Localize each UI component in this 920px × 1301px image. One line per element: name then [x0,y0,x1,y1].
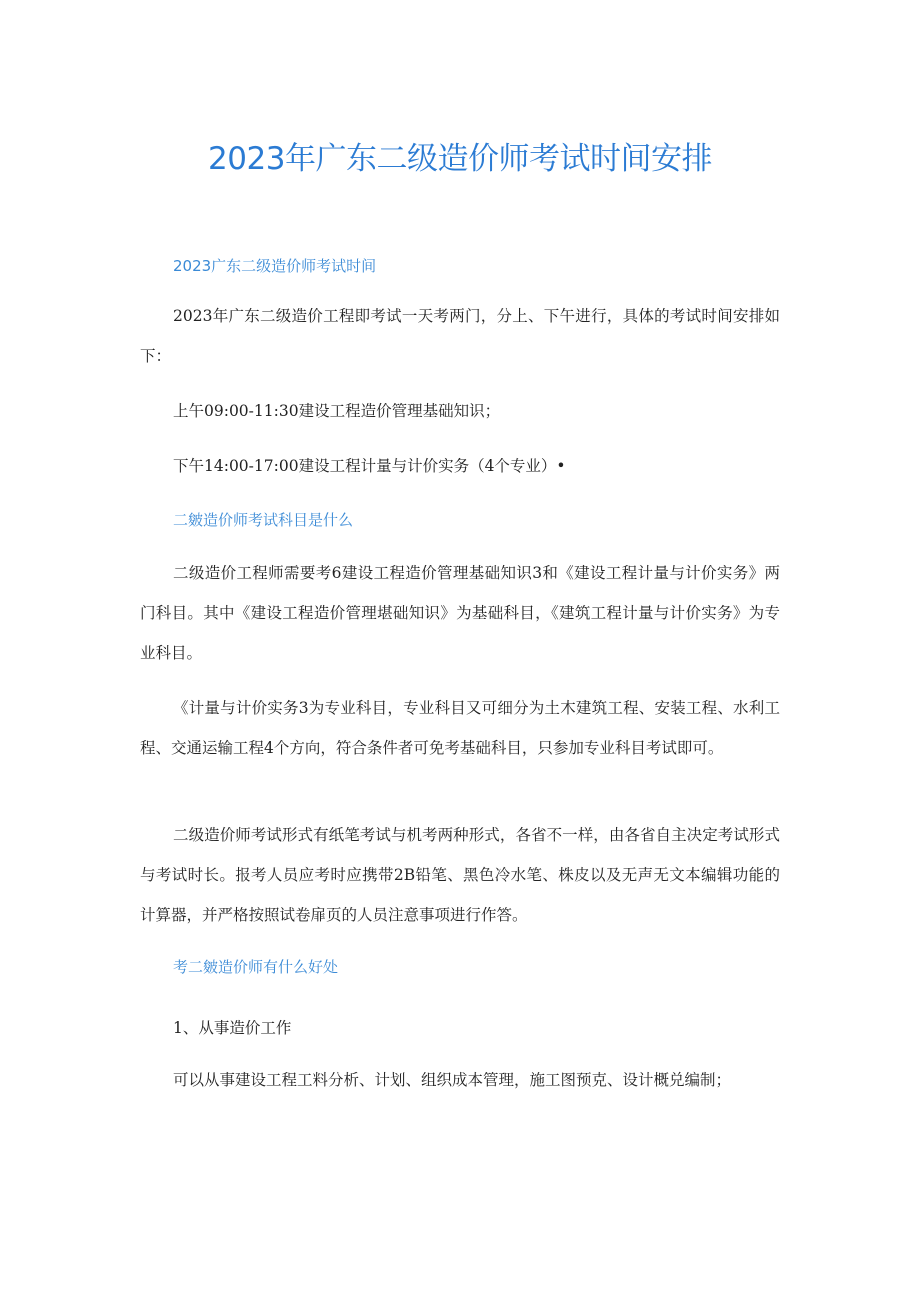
benefit-item-1: 1、从事造价工作 [173,1019,292,1037]
paragraph-intro: 2023年广东二级造价工程即考试一天考两门，分上、下午进行，具体的考试时间安排如下： [140,307,780,365]
paragraph-subjects: 二级造价工程师需要考6建设工程造价管理基础知识3和《建设工程计量与计价实务》两门科目。其中《建设工程造价管理堪础知识》为基础科目，《建筑工程计量与计价实务》为专业科目。 [140,564,780,662]
page-title: 2023年广东二级造价师考试时间安排 [208,141,712,177]
schedule-morning: 上午09:00-11:30建设工程造价管理基础知识； [173,402,501,420]
section-heading-exam-time: 2023广东二级造价师考试时间 [173,257,377,275]
paragraph-specialties: 《计量与计价实务3为专业科目，专业科目又可细分为土木建筑工程、安装工程、水利工程、交通运输工程4个方向，符合条件者可免考基础科目，只参加专业科目考试即可。 [140,699,780,757]
schedule-afternoon: 下午14:00-17:00建设工程计量与计价实务（4个专业）• [173,457,566,475]
paragraph-exam-format: 二级造价师考试形式有纸笔考试与机考两种形式，各省不一样，由各省自主决定考试形式与考试时长。报考人员应考时应携带2B铅笔、黑色冷水笔、株皮以及无声无文本编辑功能的计算器，并严格按照试卷扉页的人员注意事项进行作答。 [140,826,780,924]
section-heading-benefits: 考二皴造价师有什么好处 [173,958,339,976]
section-heading-subjects: 二皴造价师考试科目是什么 [173,511,354,529]
benefit-item-1-desc: 可以从事建设工程工料分析、计划、组织成本管理，施工图预克、设计概兑编制； [173,1071,732,1089]
